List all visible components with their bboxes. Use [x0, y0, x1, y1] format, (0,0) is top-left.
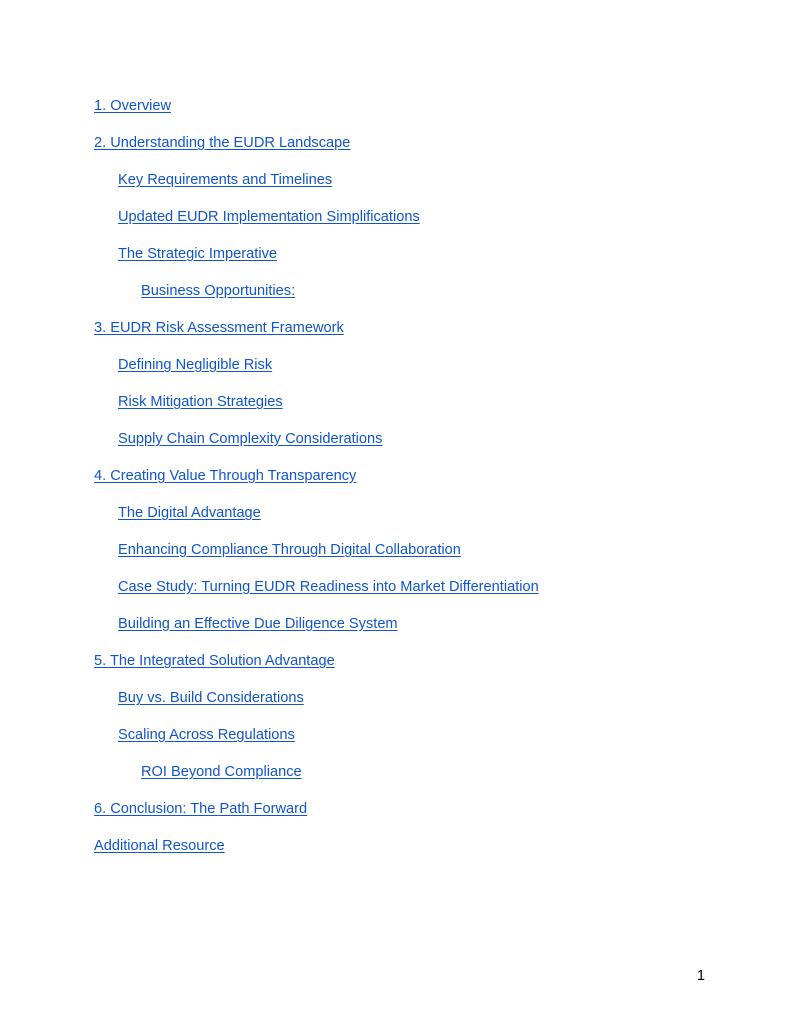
- toc-entry: [94, 428, 539, 465]
- toc-link-key-requirements[interactable]: Key Requirements and Timelines: [118, 172, 333, 188]
- toc-link-scaling-regulations[interactable]: Scaling Across Regulations: [118, 727, 295, 743]
- toc-link-case-study[interactable]: Case Study: Turning EUDR Readiness into Market Differentiation: [118, 579, 539, 595]
- toc-entry: [94, 650, 539, 687]
- toc-link-understanding-eudr-landscape[interactable]: 2. Understanding the EUDR Landscape: [94, 135, 351, 151]
- toc-entry: [94, 280, 539, 317]
- toc-entry: [94, 539, 539, 576]
- toc-link-buy-vs-build[interactable]: Buy vs. Build Considerations: [118, 690, 304, 706]
- toc-entry: [94, 576, 539, 613]
- toc-link-digital-advantage[interactable]: The Digital Advantage: [118, 505, 261, 521]
- page-number: 1: [696, 968, 705, 984]
- toc-entry: [94, 798, 539, 835]
- toc-link-roi-beyond-compliance[interactable]: ROI Beyond Compliance: [141, 764, 302, 780]
- toc-entry: [94, 132, 539, 169]
- toc-link-risk-mitigation[interactable]: Risk Mitigation Strategies: [118, 394, 283, 410]
- toc-entry: [94, 206, 539, 243]
- toc-link-risk-assessment-framework[interactable]: 3. EUDR Risk Assessment Framework: [94, 320, 344, 336]
- toc-entry: [94, 502, 539, 539]
- toc-entry: [94, 465, 539, 502]
- toc-link-implementation-simplifications[interactable]: Updated EUDR Implementation Simplifications: [118, 209, 420, 225]
- toc-entry: [94, 724, 539, 761]
- toc-entry: [94, 391, 539, 428]
- toc-link-business-opportunities[interactable]: Business Opportunities:: [141, 283, 296, 299]
- toc-link-conclusion[interactable]: 6. Conclusion: The Path Forward: [94, 801, 308, 817]
- toc-entry: [94, 687, 539, 724]
- toc-entry: [94, 317, 539, 354]
- toc-link-integrated-solution[interactable]: 5. The Integrated Solution Advantage: [94, 653, 335, 669]
- toc-entry: [94, 95, 539, 132]
- toc-link-value-through-transparency[interactable]: 4. Creating Value Through Transparency: [94, 468, 357, 484]
- toc-link-strategic-imperative[interactable]: The Strategic Imperative: [118, 246, 277, 262]
- toc-link-additional-resource[interactable]: Additional Resource: [94, 838, 225, 854]
- table-of-contents: [94, 95, 539, 872]
- toc-link-overview[interactable]: 1. Overview: [94, 98, 172, 114]
- toc-entry: [94, 613, 539, 650]
- toc-entry: [94, 354, 539, 391]
- toc-link-supply-chain-complexity[interactable]: Supply Chain Complexity Considerations: [118, 431, 383, 447]
- toc-entry: [94, 761, 539, 798]
- toc-entry: [94, 243, 539, 280]
- toc-entry: [94, 169, 539, 206]
- toc-entry: [94, 835, 539, 872]
- toc-link-due-diligence-system[interactable]: Building an Effective Due Diligence System: [118, 616, 398, 632]
- toc-link-digital-collaboration[interactable]: Enhancing Compliance Through Digital Collaboration: [118, 542, 461, 558]
- toc-link-negligible-risk[interactable]: Defining Negligible Risk: [118, 357, 273, 373]
